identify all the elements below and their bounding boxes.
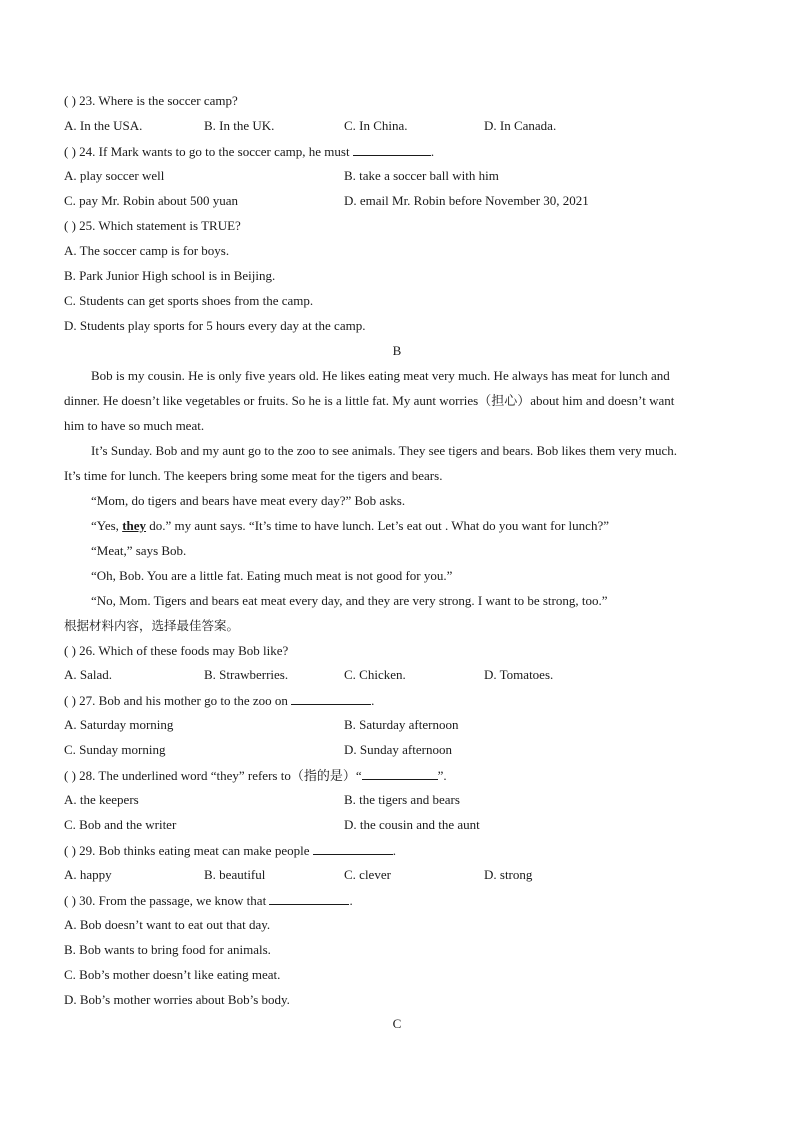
q28-option-a: A. the keepers xyxy=(64,792,139,807)
q27-option-b: B. Saturday afternoon xyxy=(344,717,459,732)
q23-option-b: B. In the UK. xyxy=(204,118,275,133)
q26-option-d: D. Tomatoes. xyxy=(484,667,554,682)
q30-option-c: C. Bob’s mother doesn’t like eating meat. xyxy=(64,967,281,982)
q29-option-d: D. strong xyxy=(484,867,533,882)
question-30: ( ) 30. From the passage, we know that . xyxy=(64,893,353,908)
q30-option-d: D. Bob’s mother worries about Bob’s body. xyxy=(64,992,290,1007)
passage-line: “Mom, do tigers and bears have meat every day?” Bob asks. xyxy=(91,493,406,508)
q25-option-a: A. The soccer camp is for boys. xyxy=(64,243,230,258)
q29-option-c: C. clever xyxy=(344,867,391,882)
section-heading-c: C xyxy=(392,1016,402,1031)
underlined-word: they xyxy=(122,518,147,533)
passage-line: “Oh, Bob. You are a little fat. Eating much meat is not good for you.” xyxy=(91,568,453,583)
answer-blank xyxy=(362,767,438,780)
q27-option-d: D. Sunday afternoon xyxy=(344,742,452,757)
passage-line: “Yes, they do.” my aunt says. “It’s time to have lunch. Let’s eat out . What do you want for lunch?” xyxy=(91,518,609,533)
passage-line: him to have so much meat. xyxy=(64,418,205,433)
question-23: ( ) 23. Where is the soccer camp? xyxy=(64,93,238,108)
q26-option-c: C. Chicken. xyxy=(344,667,406,682)
q30-option-b: B. Bob wants to bring food for animals. xyxy=(64,942,271,957)
q26-option-b: B. Strawberries. xyxy=(204,667,289,682)
instruction-text: 根据材料内容，选择最佳答案。 xyxy=(64,618,240,633)
q27-option-c: C. Sunday morning xyxy=(64,742,166,757)
q24-option-a: A. play soccer well xyxy=(64,168,165,183)
passage-line: Bob is my cousin. He is only five years old. He likes eating meat very much. He always has meat for lunch and xyxy=(91,368,670,383)
passage-line: “No, Mom. Tigers and bears eat meat every day, and they are very strong. I want to be strong, too.” xyxy=(91,593,608,608)
passage-line: dinner. He doesn’t like vegetables or fruits. So he is a little fat. My aunt worries（担心）about him and doesn’t want xyxy=(64,393,675,408)
q29-option-b: B. beautiful xyxy=(204,867,266,882)
passage-line: “Meat,” says Bob. xyxy=(91,543,187,558)
q24-option-c: C. pay Mr. Robin about 500 yuan xyxy=(64,193,239,208)
passage-line: It’s time for lunch. The keepers bring some meat for the tigers and bears. xyxy=(64,468,443,483)
q28-option-c: C. Bob and the writer xyxy=(64,817,177,832)
q28-option-d: D. the cousin and the aunt xyxy=(344,817,480,832)
answer-blank xyxy=(313,842,393,855)
question-28: ( ) 28. The underlined word “they” refers to（指的是）“ ”. xyxy=(64,768,447,783)
q25-option-d: D. Students play sports for 5 hours every day at the camp. xyxy=(64,318,366,333)
section-heading-b: B xyxy=(392,343,402,358)
q29-option-a: A. happy xyxy=(64,867,112,882)
question-27: ( ) 27. Bob and his mother go to the zoo on . xyxy=(64,693,375,708)
q25-option-b: B. Park Junior High school is in Beijing. xyxy=(64,268,276,283)
question-29: ( ) 29. Bob thinks eating meat can make people . xyxy=(64,843,396,858)
q25-option-c: C. Students can get sports shoes from the camp. xyxy=(64,293,314,308)
q30-option-a: A. Bob doesn’t want to eat out that day. xyxy=(64,917,271,932)
q24-option-d: D. email Mr. Robin before November 30, 2021 xyxy=(344,193,589,208)
answer-blank xyxy=(291,692,371,705)
passage-line: It’s Sunday. Bob and my aunt go to the zoo to see animals. They see tigers and bears. Bob likes them very much. xyxy=(91,443,677,458)
question-24: ( ) 24. If Mark wants to go to the soccer camp, he must . xyxy=(64,144,435,159)
answer-blank xyxy=(353,143,431,156)
question-25: ( ) 25. Which statement is TRUE? xyxy=(64,218,241,233)
q28-option-b: B. the tigers and bears xyxy=(344,792,460,807)
answer-blank xyxy=(269,892,349,905)
q26-option-a: A. Salad. xyxy=(64,667,113,682)
q23-option-d: D. In Canada. xyxy=(484,118,557,133)
question-26: ( ) 26. Which of these foods may Bob like? xyxy=(64,643,289,658)
q23-option-c: C. In China. xyxy=(344,118,408,133)
q24-option-b: B. take a soccer ball with him xyxy=(344,168,499,183)
q27-option-a: A. Saturday morning xyxy=(64,717,174,732)
q23-option-a: A. In the USA. xyxy=(64,118,143,133)
